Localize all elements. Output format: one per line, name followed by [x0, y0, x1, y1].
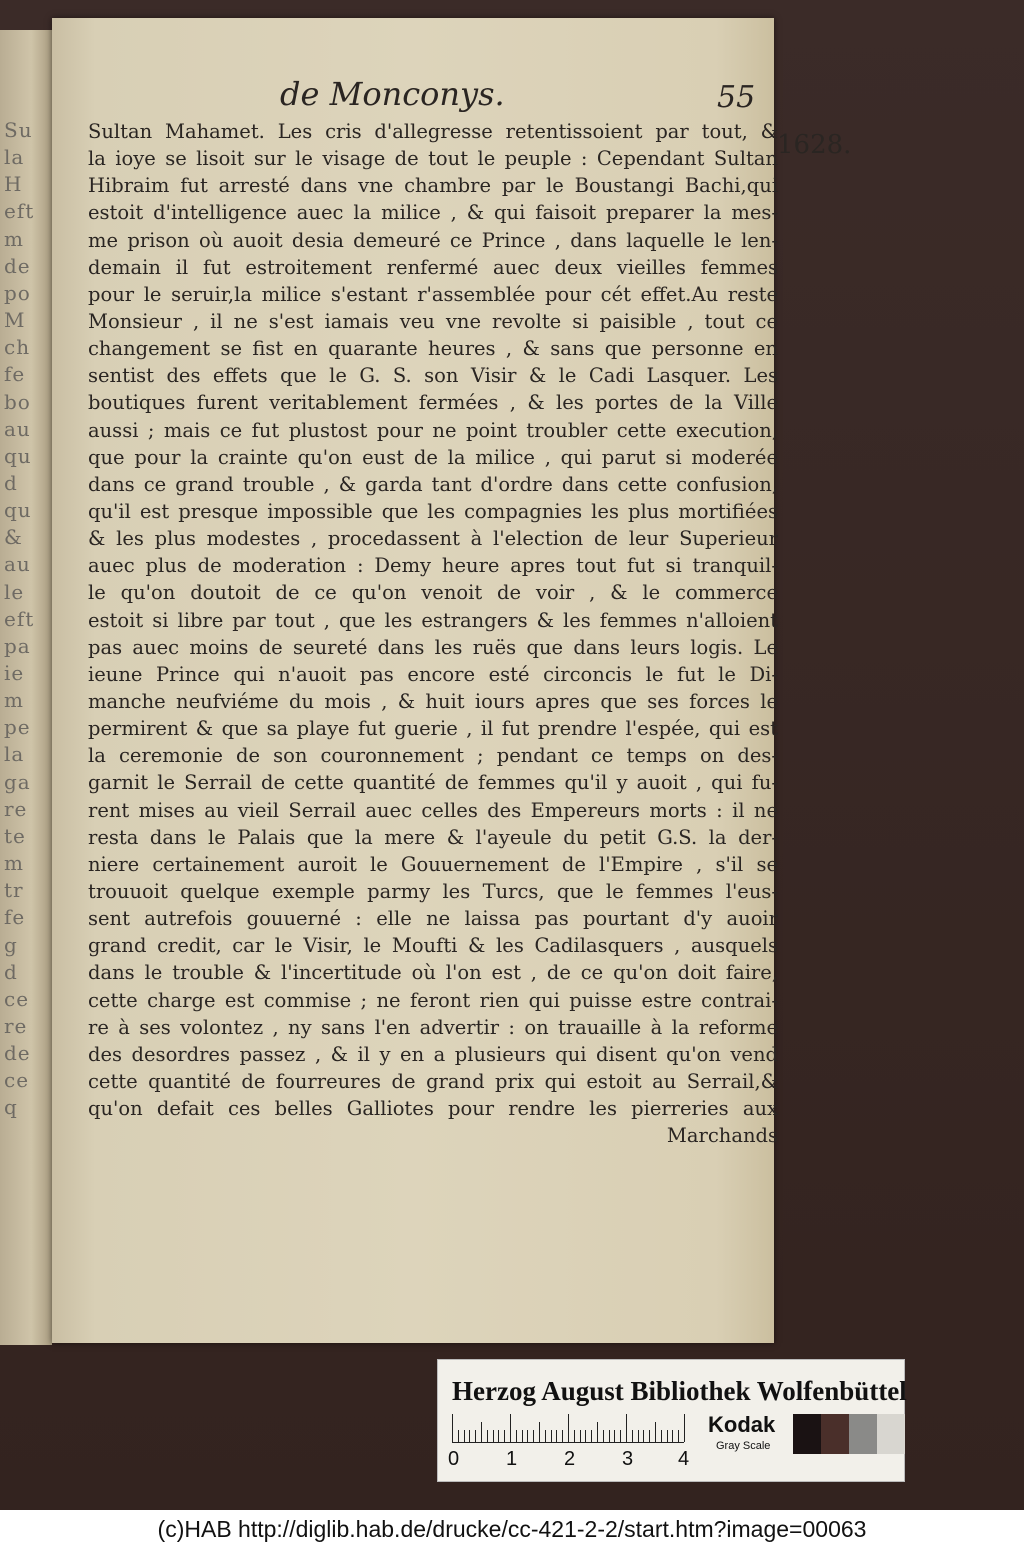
text-line: estoit si libre par tout , que les estrangers & les femmes n'alloient: [88, 608, 778, 632]
previous-page-fragment: po: [4, 280, 31, 305]
previous-page-fragment: te: [4, 823, 26, 848]
previous-page-fragment: bo: [4, 389, 31, 414]
ruler-tick: [626, 1414, 627, 1442]
text-line: aussi ; mais ce fut plustost pour ne point troubler cette execution,: [88, 418, 778, 442]
text-line: qu'on defait ces belles Galliotes pour rendre les pierreries aux: [88, 1097, 778, 1121]
text-line: trouuoit quelque exemple parmy les Turcs, que le femmes l'eus-: [88, 879, 778, 903]
text-line: & les plus modestes , procedassent à l'election de leur Superieur: [88, 527, 778, 551]
previous-page-fragment: d: [4, 959, 18, 984]
text-line: Sultan Mahamet. Les cris d'allegresse retentissoient par tout, &: [88, 120, 778, 143]
ruler-tick: [504, 1430, 505, 1442]
library-label: [437, 1359, 905, 1482]
previous-page-fragment: Su: [4, 118, 33, 142]
text-line: dans ce grand trouble , & garda tant d'ordre dans cette confusion,: [88, 472, 778, 496]
text-line: garnit le Serrail de cette quantité de femmes qu'il y auoit , qui fu-: [88, 771, 778, 795]
ruler-tick: [568, 1414, 569, 1442]
previous-page-fragment: tr: [4, 878, 24, 903]
ruler-number: 2: [564, 1448, 576, 1470]
text-line: me prison où auoit desia demeuré ce Prince , dans laquelle le len-: [88, 228, 778, 252]
library-name: Herzog August Bibliothek Wolfenbüttel: [452, 1376, 907, 1406]
previous-page-fragment: m: [4, 688, 24, 713]
previous-page-fragment: re: [4, 796, 28, 821]
previous-page-fragment: de: [4, 1041, 31, 1066]
ruler-tick: [580, 1430, 581, 1442]
text-line: que pour la crainte qu'on eust de la milice , qui parut si moderée: [88, 445, 778, 469]
ruler-tick: [562, 1430, 563, 1442]
previous-page-fragment: m: [4, 226, 24, 251]
ruler-tick: [609, 1430, 610, 1442]
swatch-gray: [849, 1414, 877, 1454]
ruler-tick: [591, 1430, 592, 1442]
ruler-tick: [545, 1430, 546, 1442]
ruler-number: 0: [448, 1448, 460, 1470]
swatch-brown: [821, 1414, 849, 1454]
ruler-tick: [585, 1430, 586, 1442]
ruler-tick: [516, 1430, 517, 1442]
ruler-tick: [667, 1430, 668, 1442]
previous-page-fragment: pa: [4, 633, 31, 658]
text-line: cette charge est commise ; ne feront rien qui puisse estre contrai-: [88, 988, 778, 1012]
previous-page-fragment: au: [4, 552, 31, 577]
running-title: de Monconys.: [280, 75, 505, 113]
previous-page-fragment: au: [4, 416, 31, 441]
text-line: qu'il est presque impossible que les compagnies les plus mortifiées: [88, 499, 778, 523]
text-line: resta dans le Palais que la mere & l'ayeule du petit G.S. la der-: [88, 825, 778, 849]
previous-page-fragment: m: [4, 851, 24, 876]
ruler-tick: [533, 1430, 534, 1442]
text-line: auec plus de moderation : Demy heure apres tout fut si tranquil-: [88, 554, 778, 578]
ruler-tick: [684, 1414, 685, 1442]
previous-page-fragment: &: [4, 525, 23, 550]
previous-page-fragment: de: [4, 253, 31, 278]
text-line: pour le seruir,la milice s'estant r'assemblée pour cét effet.Au reste: [88, 282, 778, 306]
text-line: rent mises au vieil Serrail auec celles des Empereurs morts : il ne: [88, 798, 778, 822]
text-line: changement se fist en quarante heures , & sans que personne en: [88, 337, 778, 361]
text-line: des desordres passez , & il y en a plusieurs qui disent qu'on vend: [88, 1042, 778, 1066]
previous-page-fragment: eft: [4, 606, 35, 631]
text-line: re à ses volontez , ny sans l'en advertir : on trauaille à la reforme: [88, 1015, 778, 1039]
previous-page-fragment: q: [4, 1095, 18, 1120]
previous-page-fragment: ch: [4, 335, 31, 360]
ruler-tick: [522, 1430, 523, 1442]
previous-page-fragment: re: [4, 1013, 28, 1038]
ruler-tick: [603, 1430, 604, 1442]
previous-page-fragment: ga: [4, 769, 31, 794]
ruler-tick: [469, 1430, 470, 1442]
kodak-logo: Kodak: [708, 1412, 776, 1437]
ruler-tick: [510, 1414, 511, 1442]
previous-page-fragment: fe: [4, 362, 26, 387]
text-line: Marchands: [666, 1124, 778, 1148]
ruler-tick: [672, 1430, 673, 1442]
ruler-number: 3: [622, 1448, 634, 1470]
ruler-tick: [464, 1430, 465, 1442]
ruler-number: 4: [678, 1448, 690, 1470]
text-line: demain il fut estroitement renfermé auec deux vieilles femmes: [88, 255, 778, 279]
ruler-tick: [574, 1430, 575, 1442]
text-line: la ceremonie de son couronnement ; pendant ce temps on des-: [88, 744, 778, 768]
swatch-black: [793, 1414, 821, 1454]
text-line: ieune Prince qui n'auoit pas encore esté circoncis le fut le Di-: [88, 662, 778, 686]
text-line: Hibraim fut arresté dans vne chambre par le Boustangi Bachi,qui: [88, 174, 778, 198]
ruler-tick: [649, 1430, 650, 1442]
text-line: le qu'on doutoit de ce qu'on venoit de voir , & le commerce: [88, 581, 778, 605]
previous-page-fragment: qu: [4, 498, 32, 523]
text-line: pas auec moins de seureté dans les ruës que dans leurs logis. Le: [88, 635, 778, 659]
ruler-number: 1: [506, 1448, 518, 1470]
previous-page-edge: [0, 30, 52, 1345]
previous-page-fragment: M: [4, 308, 26, 333]
ruler-tick: [620, 1430, 621, 1442]
ruler-tick: [614, 1430, 615, 1442]
text-line: boutiques furent veritablement fermées , & les portes de la Ville: [88, 391, 778, 415]
ruler-tick: [643, 1430, 644, 1442]
gray-scale-caption: Gray Scale: [716, 1440, 771, 1452]
ruler-tick: [487, 1430, 488, 1442]
previous-page-fragment: g: [4, 932, 18, 957]
previous-page-fragment: la: [4, 742, 25, 767]
text-line: sentist des effets que le G. S. son Visir & le Cadi Lasquer. Les: [88, 364, 778, 388]
previous-page-fragment: d: [4, 470, 18, 495]
ruler-tick: [661, 1430, 662, 1442]
ruler-tick: [551, 1430, 552, 1442]
ruler-tick: [678, 1430, 679, 1442]
text-line: permirent & que sa playe fut guerie , il fut prendre l'espée, qui est: [88, 717, 778, 741]
text-line: sent autrefois gouuerné : elle ne laissa pas pourtant d'y auoir: [88, 907, 778, 931]
ruler-tick: [638, 1430, 639, 1442]
page-number: 55: [717, 80, 756, 115]
text-line: la ioye se lisoit sur le visage de tout le peuple : Cependant Sultan: [88, 147, 778, 171]
text-line: manche neufviéme du mois , & huit iours apres que ses forces le: [88, 689, 778, 713]
ruler-tick: [475, 1430, 476, 1442]
text-line: niere certainement auroit le Gouuernement de l'Empire , s'il se: [88, 852, 778, 876]
text-line: grand credit, car le Visir, le Moufti & les Cadilasquers , ausquels: [88, 934, 778, 958]
previous-page-fragment: la: [4, 145, 25, 170]
previous-page-fragment: ie: [4, 661, 25, 685]
previous-page-fragment: le: [4, 579, 25, 604]
ruler-tick: [655, 1422, 656, 1442]
previous-page-fragment: H: [4, 172, 23, 197]
ruler-tick: [527, 1430, 528, 1442]
ruler-tick: [632, 1430, 633, 1442]
ruler-tick: [498, 1430, 499, 1442]
gray-scale-swatches: [793, 1414, 905, 1454]
ruler-tick: [556, 1430, 557, 1442]
previous-page-fragment: ce: [4, 986, 30, 1011]
text-line: estoit d'intelligence auec la milice , & qui faisoit preparer la mes-: [88, 201, 778, 225]
previous-page-fragment: qu: [4, 443, 32, 468]
previous-page-fragment: ce: [4, 1068, 30, 1093]
previous-page-fragment: fe: [4, 905, 26, 930]
copyright-footer: (c)HAB http://diglib.hab.de/drucke/cc-421-2-2/start.htm?image=00063: [0, 1510, 1024, 1549]
swatch-light: [877, 1414, 905, 1454]
measuring-ruler: [452, 1412, 684, 1443]
ruler-tick: [452, 1414, 453, 1442]
previous-page-fragment: pe: [4, 715, 31, 740]
ruler-tick: [481, 1422, 482, 1442]
text-line: Monsieur , il ne s'est iamais veu vne revolte si paisible , tout ce: [88, 309, 778, 333]
ruler-tick: [539, 1422, 540, 1442]
text-line: cette quantité de fourreures de grand prix qui estoit au Serrail,&: [88, 1069, 778, 1093]
ruler-tick: [458, 1430, 459, 1442]
ruler-tick: [597, 1422, 598, 1442]
body-text: [88, 118, 778, 1149]
text-line: dans le trouble & l'incertitude où l'on est , de ce qu'on doit faire,: [88, 961, 778, 985]
ruler-tick: [493, 1430, 494, 1442]
margin-year: 1628.: [777, 130, 852, 160]
previous-page-fragment: eft: [4, 199, 35, 224]
